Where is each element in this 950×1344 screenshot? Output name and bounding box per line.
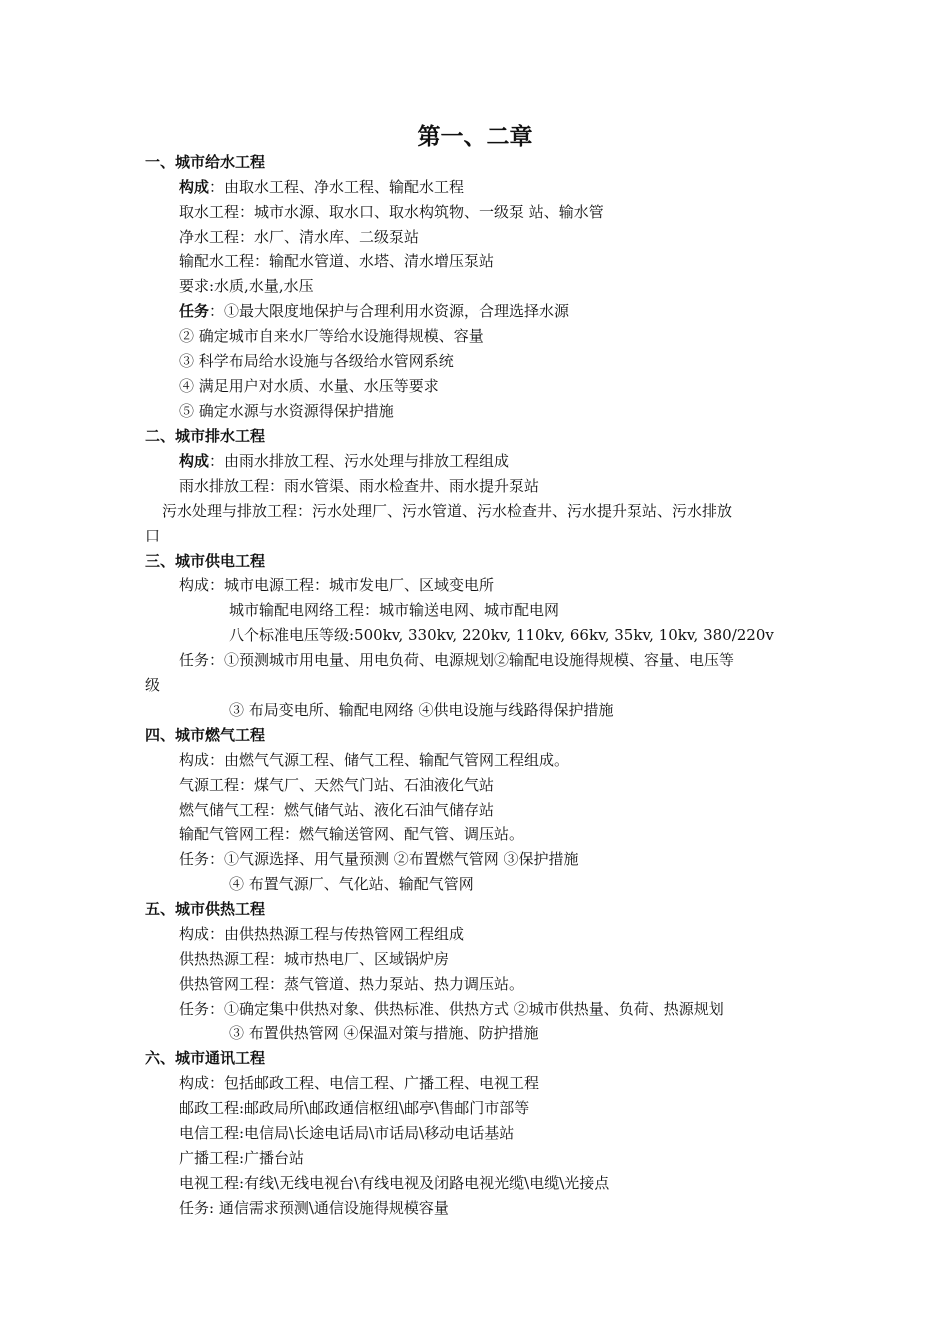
television-line: 电视工程:有线\无线电视台\有线电视及闭路电视光缆\电缆\光接点 [179,1174,610,1192]
water-task-line-1 [179,301,569,321]
task-text: ：①最大限度地保护与合理利用水资源，合理选择水源 [209,302,570,320]
water-task-line-4: ④ 满足用户对水质、水量、水压等要求 [179,377,439,395]
section-heading-telecom: 六、城市通讯工程 [145,1049,266,1067]
water-purification-line: 净水工程：水厂、清水库、二级泵站 [179,228,420,246]
task-label: 任务 [179,302,210,320]
water-task-line-2: ② 确定城市自来水厂等给水设施得规模、容量 [179,327,484,345]
telecom-composition-line: 构成：包括邮政工程、电信工程、广播工程、电视工程 [179,1074,540,1092]
drainage-composition-line [179,451,509,471]
telecom-line: 电信工程:电信局\长途电话局\市话局\移动电话基站 [179,1124,515,1142]
heating-task-line-2: ③ 布置供热管网 ④保温对策与措施、防护措施 [229,1024,539,1042]
composition-text: ：由雨水排放工程、污水处理与排放工程组成 [209,452,510,470]
composition-text: ：由取水工程、净水工程、输配水工程 [209,178,465,196]
water-intake-line: 取水工程：城市水源、取水口、取水构筑物、一级泵 站、输水管 [179,203,604,221]
gas-task-line-2: ④ 布置气源厂、气化站、输配气管网 [229,875,474,893]
section-heading-gas: 四、城市燃气工程 [145,726,266,744]
gas-network-line: 输配气管网工程：燃气输送管网、配气管、调压站。 [179,825,525,843]
heating-network-line: 供热管网工程：蒸气管道、热力泵站、热力调压站。 [179,975,525,993]
postal-line: 邮政工程:邮政局所\邮政通信枢纽\邮亭\售邮门市部等 [179,1099,530,1117]
section-heading-water-supply: 一、城市给水工程 [145,153,266,171]
power-task-line-1: 任务：①预测城市用电量、用电负荷、电源规划②输配电设施得规模、容量、电压等 [179,651,735,669]
heating-task-line-1: 任务：①确定集中供热对象、供热标准、供热方式 ②城市供热量、负荷、热源规划 [179,1000,724,1018]
heating-composition-line: 构成：由供热热源工程与传热管网工程组成 [179,925,465,943]
power-grid-line: 城市输配电网络工程：城市输送电网、城市配电网 [229,601,560,619]
sewage-line-wrap: 口 [145,527,161,545]
telecom-task-line: 任务: 通信需求预测\通信设施得规模容量 [179,1199,449,1217]
heating-source-line: 供热热源工程：城市热电厂、区域锅炉房 [179,950,450,968]
gas-source-line: 气源工程：煤气厂、天然气门站、石油液化气站 [179,776,495,794]
section-heading-heating: 五、城市供热工程 [145,900,266,918]
section-heading-drainage: 二、城市排水工程 [145,427,266,445]
power-task-line-1-wrap: 级 [145,676,161,694]
gas-composition-line: 构成：由燃气气源工程、储气工程、输配气管网工程组成。 [179,751,570,769]
section-heading-power: 三、城市供电工程 [145,552,266,570]
power-task-line-2: ③ 布局变电所、输配电网络 ④供电设施与线路得保护措施 [229,701,614,719]
sewage-line: 污水处理与排放工程：污水处理厂、污水管道、污水检查井、污水提升泵站、污水排放 [162,502,733,520]
gas-task-line-1: 任务：①气源选择、用气量预测 ②布置燃气管网 ③保护措施 [179,850,579,868]
composition-label: 构成 [179,178,210,196]
water-distribution-line: 输配水工程：输配水管道、水塔、清水增压泵站 [179,252,495,270]
broadcast-line: 广播工程:广播台站 [179,1149,305,1167]
gas-storage-line: 燃气储气工程：燃气储气站、液化石油气储存站 [179,801,495,819]
page-title: 第一、二章 [417,123,533,150]
water-composition-line [179,177,464,197]
power-composition-line: 构成：城市电源工程：城市发电厂、区域变电所 [179,576,495,594]
water-task-line-5: ⑤ 确定水源与水资源得保护措施 [179,402,394,420]
water-task-line-3: ③ 科学布局给水设施与各级给水管网系统 [179,352,454,370]
water-requirement-line: 要求:水质,水量,水压 [179,277,314,295]
rainwater-line: 雨水排放工程：雨水管渠、雨水检查井、雨水提升泵站 [179,477,540,495]
power-voltage-line: 八个标准电压等级:500kv, 330kv, 220kv, 110kv, 66kv, 35kv, 10kv, 380/220v [229,626,774,644]
composition-label: 构成 [179,452,210,470]
